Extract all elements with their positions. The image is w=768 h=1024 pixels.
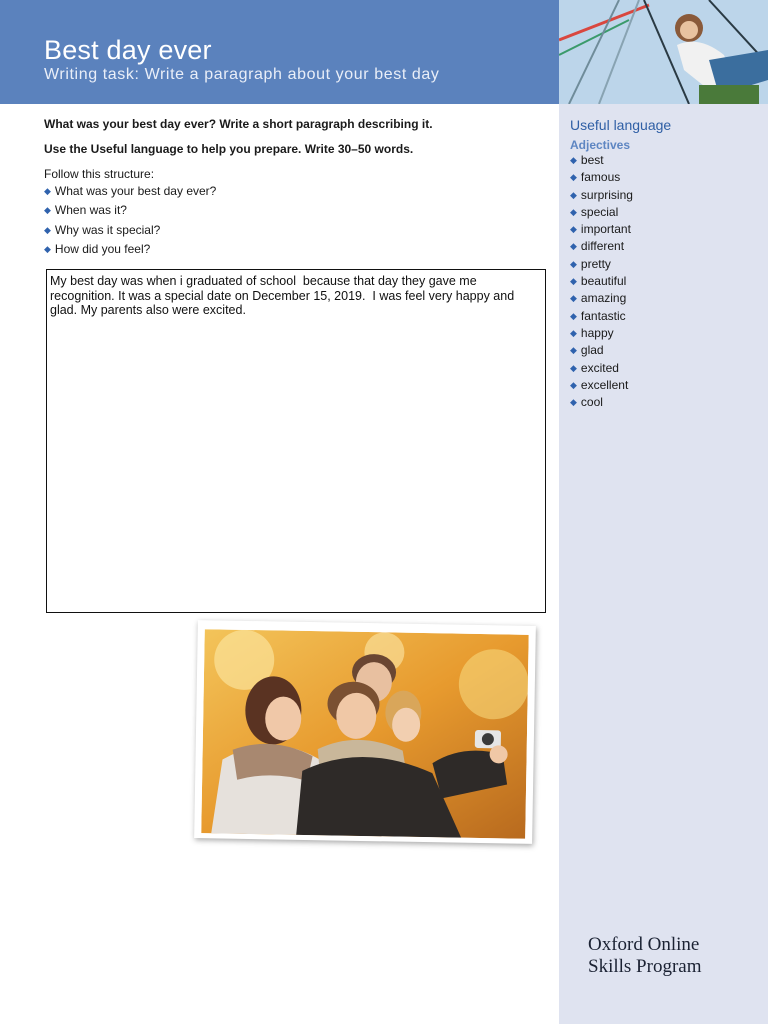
structure-list: [44, 182, 216, 259]
instruction-line-1: What was your best day ever? Write a short paragraph describing it.: [44, 117, 433, 131]
structure-label: Follow this structure:: [44, 167, 155, 181]
useful-language-sidebar: [559, 104, 768, 1024]
page-subtitle: Writing task: Write a paragraph about your best day: [44, 66, 440, 83]
diamond-bullet-icon: ◆: [44, 186, 51, 196]
answer-text[interactable]: My best day was when i graduated of school because that day they gave me recognition. It was a special date on December 15, 2019. I was feel very happy and glad. My parents also were excited.: [50, 274, 518, 317]
adjective-item: ◆ fantastic: [570, 308, 626, 323]
adjective-item: ◆ important: [570, 222, 631, 237]
brand-logo: [588, 934, 701, 978]
structure-item: ◆ What was your best day ever?: [44, 184, 217, 198]
adjective-item: ◆ excited: [570, 360, 619, 375]
page-title: Best day ever: [44, 35, 212, 65]
instruction-line-2: Use the Useful language to help you prepare. Write 30–50 words.: [44, 142, 414, 156]
adjective-item: ◆ amazing: [570, 291, 627, 306]
header-photo-swing: [559, 0, 768, 104]
diamond-bullet-icon: ◆: [570, 172, 577, 183]
diamond-bullet-icon: ◆: [570, 397, 577, 408]
adjective-item: ◆ glad: [570, 343, 604, 358]
diamond-bullet-icon: ◆: [44, 243, 51, 254]
structure-item: ◆ When was it?: [44, 203, 127, 218]
brand-line-2: Skills Program: [588, 956, 702, 977]
adjective-item: ◆ cool: [570, 395, 603, 410]
adjective-item: ◆ best: [570, 153, 604, 167]
diamond-bullet-icon: ◆: [570, 362, 577, 373]
diamond-bullet-icon: ◆: [570, 241, 577, 252]
adjective-item: ◆ beautiful: [570, 274, 627, 289]
adjective-item: ◆ excellent: [570, 377, 629, 392]
sidebar-title: Useful language: [570, 117, 672, 133]
adjective-item: ◆ pretty: [570, 256, 611, 271]
diamond-bullet-icon: ◆: [570, 327, 577, 338]
adjective-item: ◆ surprising: [570, 187, 633, 202]
brand-line-1: Oxford Online: [588, 934, 700, 955]
structure-item: ◆ Why was it special?: [44, 222, 161, 237]
diamond-bullet-icon: ◆: [44, 224, 51, 235]
diamond-bullet-icon: ◆: [44, 205, 51, 216]
diamond-bullet-icon: ◆: [570, 224, 577, 235]
answer-text-area[interactable]: [46, 269, 546, 613]
diamond-bullet-icon: ◆: [570, 155, 577, 165]
adjective-item: ◆ different: [570, 239, 625, 254]
diamond-bullet-icon: ◆: [570, 206, 577, 217]
adjectives-list: [570, 152, 633, 411]
diamond-bullet-icon: ◆: [570, 379, 577, 390]
friends-selfie-photo: [194, 620, 536, 844]
header-banner: [0, 0, 559, 104]
adjective-item: ◆ special: [570, 204, 619, 219]
diamond-bullet-icon: ◆: [570, 345, 577, 356]
adjective-item: ◆ famous: [570, 170, 621, 185]
structure-item: ◆ How did you feel?: [44, 241, 151, 256]
diamond-bullet-icon: ◆: [570, 189, 577, 200]
diamond-bullet-icon: ◆: [570, 293, 577, 304]
diamond-bullet-icon: ◆: [570, 258, 577, 269]
diamond-bullet-icon: ◆: [570, 310, 577, 321]
diamond-bullet-icon: ◆: [570, 276, 577, 287]
sidebar-subtitle: Adjectives: [570, 138, 631, 152]
adjective-item: ◆ happy: [570, 325, 614, 340]
